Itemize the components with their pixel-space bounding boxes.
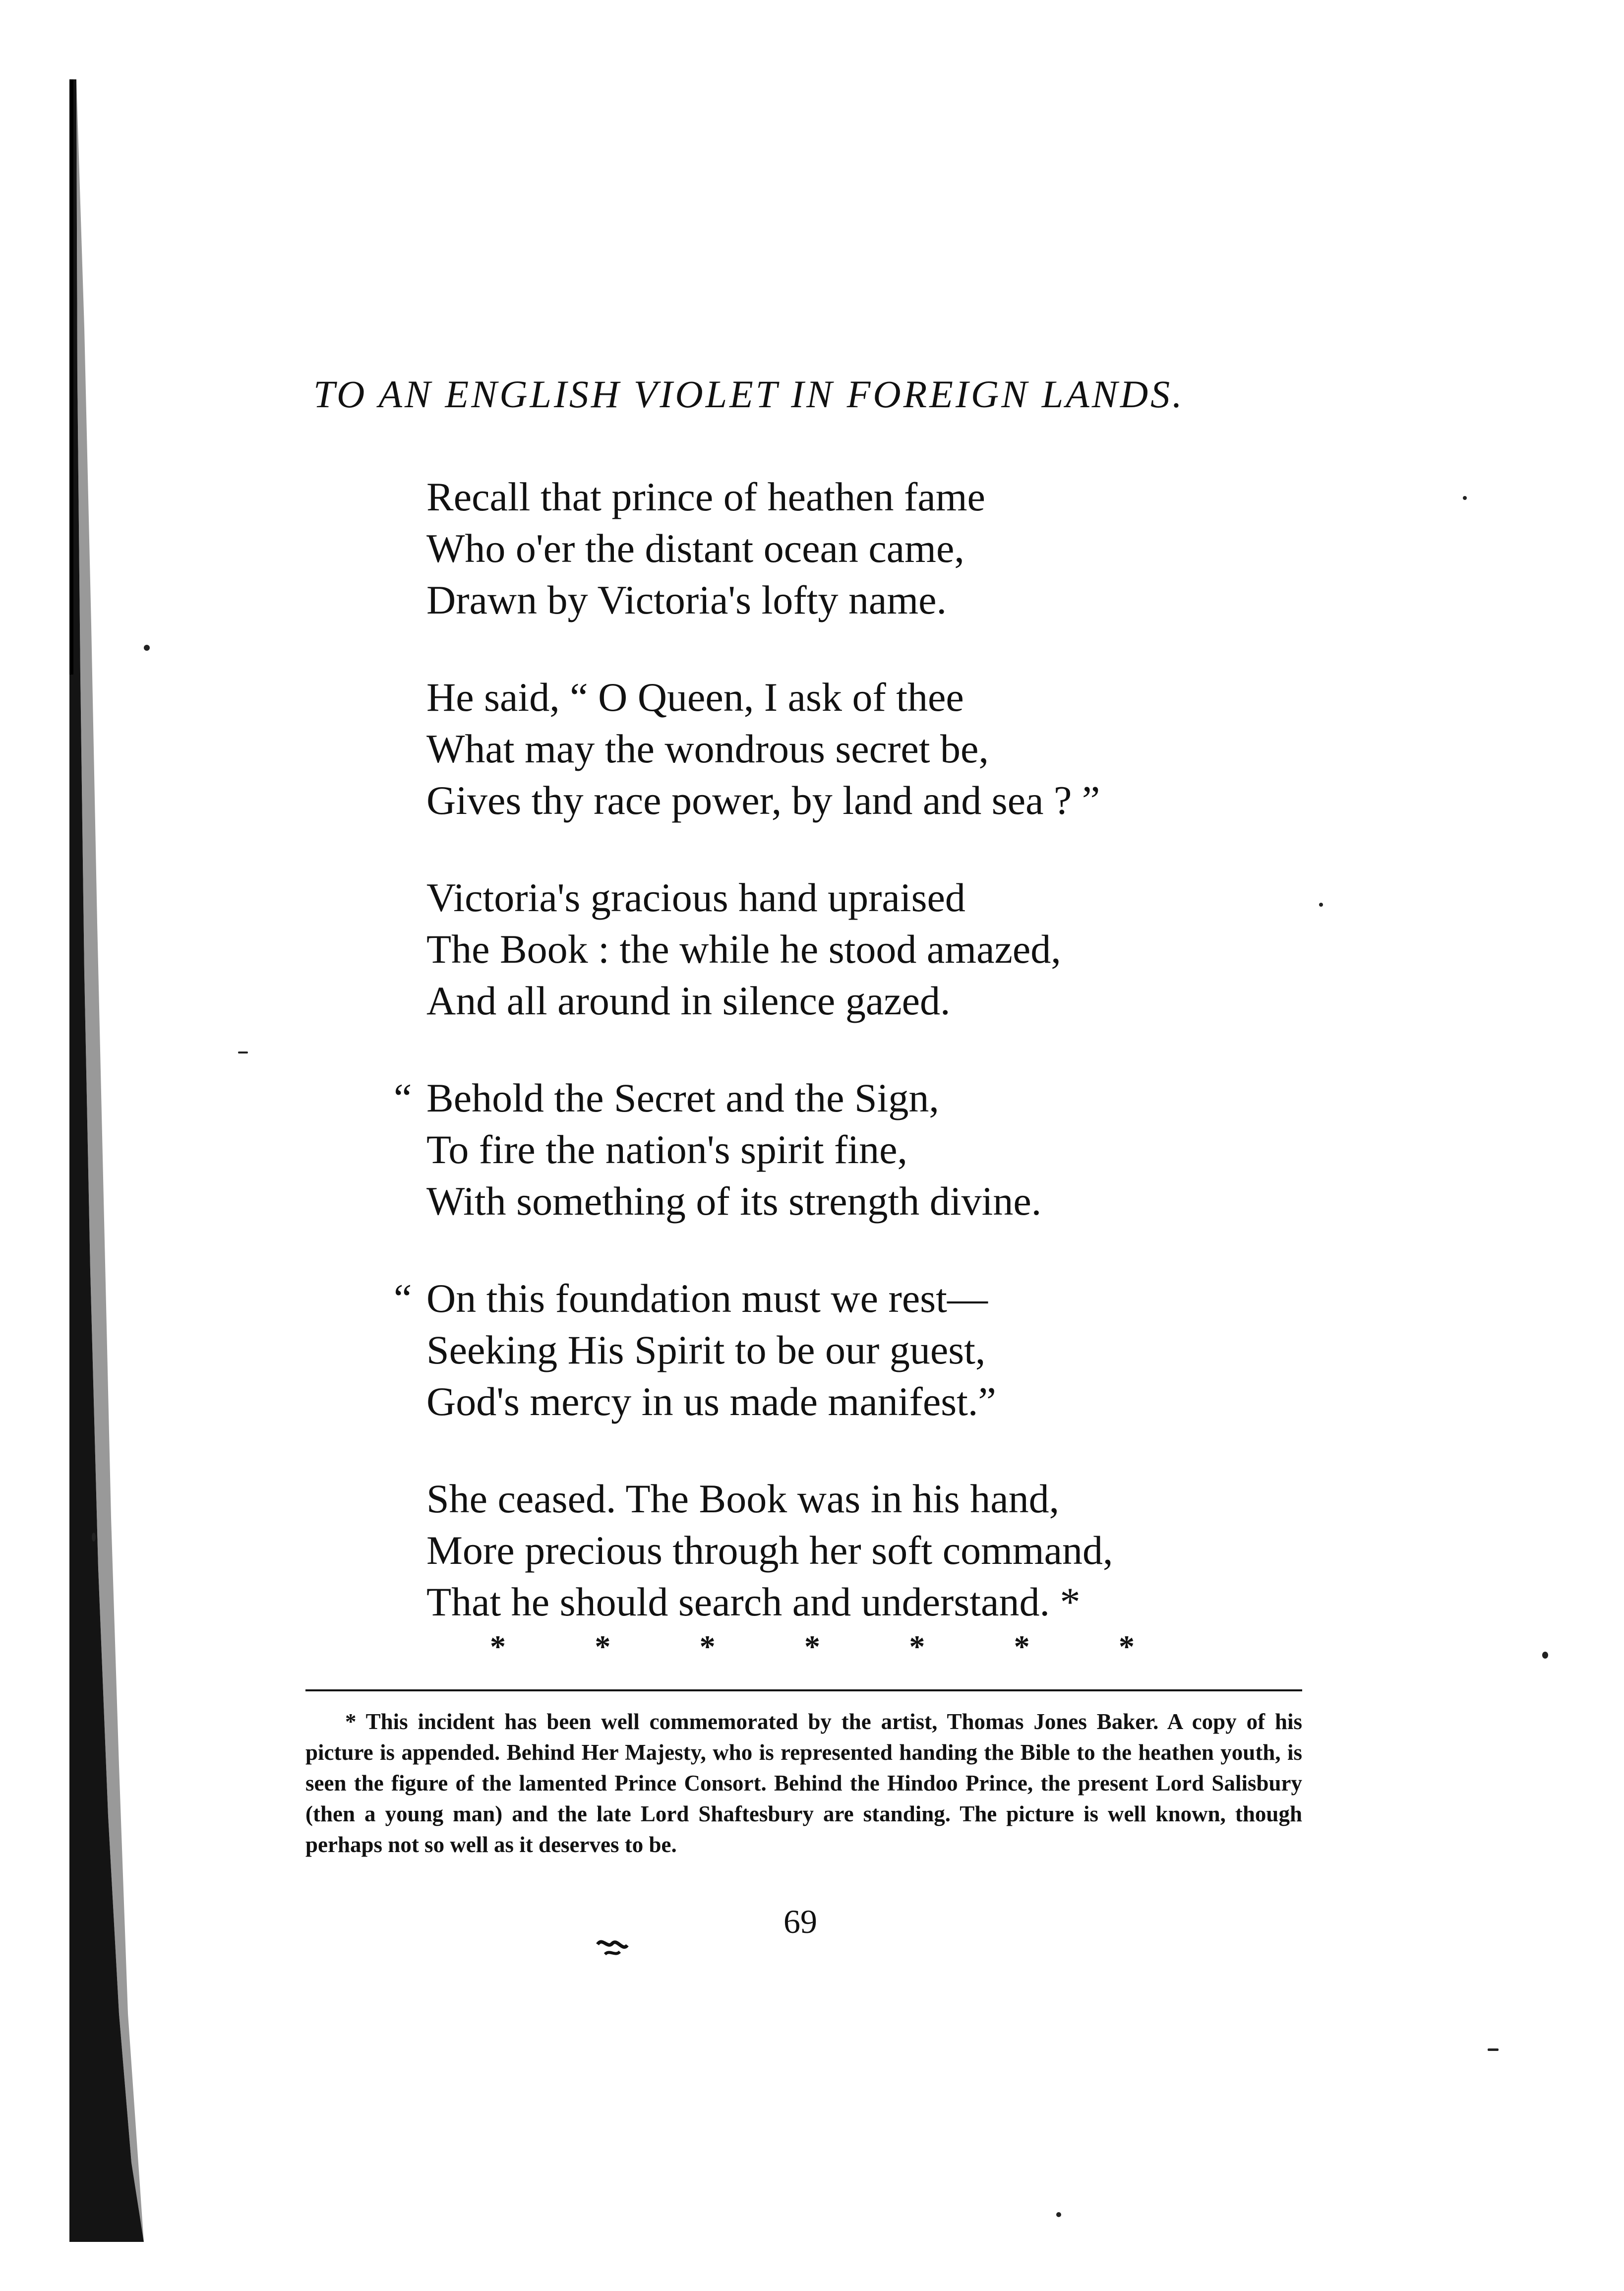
scan-speck <box>238 1052 248 1053</box>
asterisk: * <box>804 1629 820 1664</box>
footnote-rule <box>305 1689 1302 1691</box>
scan-speck <box>1542 1652 1548 1659</box>
poem <box>394 471 1369 1673</box>
poem-line: She ceased. The Book was in his hand, <box>426 1476 1060 1521</box>
stanza-2 <box>426 672 1369 826</box>
scan-speck <box>144 645 150 651</box>
scan-speck <box>1463 496 1467 500</box>
running-head: TO AN ENGLISH VIOLET IN FOREIGN LANDS. <box>313 372 1185 416</box>
poem-line: He said, “ O Queen, I ask of thee <box>426 675 964 720</box>
page-number: 69 <box>783 1903 817 1940</box>
poem-line: That he should search and understand. * <box>426 1579 1081 1624</box>
stanza-6 <box>426 1473 1369 1628</box>
poem-line: Who o'er the distant ocean came, <box>426 526 964 571</box>
poem-line: God's mercy in us made manifest.” <box>426 1379 996 1424</box>
poem-line: “ Behold the Secret and the Sign, <box>394 1075 939 1120</box>
poem-line: With something of its strength divine. <box>426 1178 1042 1224</box>
scan-speck <box>92 1533 96 1542</box>
asterisk: * <box>1118 1629 1135 1664</box>
footnote <box>305 1706 1302 1860</box>
poem-line: The Book : the while he stood amazed, <box>426 927 1061 972</box>
asterisk: * <box>909 1629 925 1664</box>
scan-speck <box>1319 903 1323 907</box>
poem-line: Recall that prince of heathen fame <box>426 474 985 519</box>
poem-line: Gives thy race power, by land and sea ? ” <box>426 778 1100 823</box>
poem-line: Victoria's gracious hand upraised <box>426 875 965 920</box>
stanza-1 <box>426 471 1369 626</box>
scan-speck <box>1056 2212 1061 2217</box>
poem-line: “ On this foundation must we rest— <box>394 1276 988 1321</box>
scanned-binding-edge <box>69 79 144 2242</box>
poem-line: Drawn by Victoria's lofty name. <box>426 577 947 622</box>
stanza-3 <box>426 872 1369 1027</box>
stanza-5 <box>394 1273 1369 1427</box>
stanza-4 <box>394 1072 1369 1227</box>
asterisk: * <box>595 1629 611 1664</box>
asterisk: * <box>1014 1629 1030 1664</box>
poem-line: What may the wondrous secret be, <box>426 726 989 771</box>
asterism-divider <box>490 1631 1135 1663</box>
asterisk: * <box>490 1629 506 1664</box>
poem-line: More precious through her soft command, <box>426 1528 1113 1573</box>
footnote-text: * This incident has been well commemorated by the artist, Thomas Jones Baker. A copy of his picture is appended. Behind Her Majesty, who is represented handing the Bible to the heathen youth, is seen the figure of the lamented Prince Consort. Behind the Hindoo Prince, the present Lord Salisbury (then a young man) and the late Lord Shaftesbury are standing. The picture is well known, though perhaps not so well as it deserves to be. <box>305 1709 1302 1857</box>
poem-line: And all around in silence gazed. <box>426 978 951 1023</box>
scan-speck <box>1488 2048 1499 2051</box>
asterisk: * <box>699 1629 716 1664</box>
poem-line: To fire the nation's spirit fine, <box>426 1127 908 1172</box>
poem-line: Seeking His Spirit to be our guest, <box>426 1327 986 1372</box>
printer-ornament-icon <box>595 1934 630 1959</box>
